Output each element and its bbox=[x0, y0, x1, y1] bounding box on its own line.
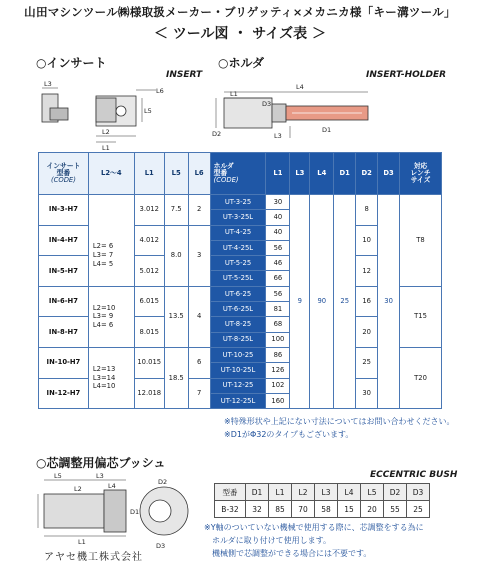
insert-l6: 6 bbox=[188, 347, 210, 378]
dim-bush-l2: L2 bbox=[74, 485, 82, 493]
insert-l1: 8.015 bbox=[134, 317, 164, 348]
insert-l5: 13.5 bbox=[164, 286, 188, 347]
bush-cell: 25 bbox=[407, 501, 430, 518]
bush-note-2: ホルダに取り付けて使用します。 bbox=[212, 536, 332, 545]
l24-values: L2= 6 L3= 7 L4= 5 bbox=[88, 225, 134, 286]
dim-holder-d2: D2 bbox=[212, 130, 222, 138]
d3-value: 30 bbox=[378, 195, 400, 409]
dim-holder-l4: L4 bbox=[296, 83, 304, 91]
d2-value: 30 bbox=[356, 378, 378, 409]
l3-value: 9 bbox=[290, 195, 310, 409]
col-l24: L2〜4 bbox=[88, 153, 134, 195]
page-header: 山田マシンツール㈱様取扱メーカー・ブリゲッティ×メカニカ様「キー溝ツール」 bbox=[24, 5, 456, 19]
wrench-value: T15 bbox=[400, 286, 442, 347]
d2-value: 12 bbox=[356, 256, 378, 287]
dim-l1: L1 bbox=[102, 144, 110, 152]
bush-cell: 20 bbox=[361, 501, 384, 518]
bush-note-1: ※Y軸のついていない機械で使用する際に、芯調整をする為に bbox=[204, 523, 424, 532]
bush-col-l5: L5 bbox=[361, 484, 384, 501]
bush-drawing bbox=[34, 470, 194, 556]
col-l3: L3 bbox=[290, 153, 310, 195]
col-l6: L6 bbox=[188, 153, 210, 195]
col-d1: D1 bbox=[334, 153, 356, 195]
bush-col-d2: D2 bbox=[384, 484, 407, 501]
dim-holder-d3: D3 bbox=[262, 100, 272, 108]
holder-l1: 68 bbox=[266, 317, 290, 332]
d2-value: 25 bbox=[356, 347, 378, 378]
holder-l1: 100 bbox=[266, 332, 290, 347]
bush-note-3: 機械側で芯調整ができる場合には不要です。 bbox=[212, 549, 372, 558]
l4-value: 90 bbox=[310, 195, 334, 409]
bush-section-title: ○芯調整用偏芯ブッシュ bbox=[36, 456, 166, 470]
holder-code: UT-12-25 bbox=[210, 378, 266, 393]
holder-code: UT-12-25L bbox=[210, 393, 266, 408]
dim-holder-l1: L1 bbox=[230, 90, 238, 98]
insert-l5: 7.5 bbox=[164, 195, 188, 226]
holder-l1: 126 bbox=[266, 363, 290, 378]
dim-l2: L2 bbox=[102, 128, 110, 136]
holder-section-title: ○ホルダ bbox=[218, 56, 264, 70]
holder-code: UT-4-25L bbox=[210, 240, 266, 255]
dim-bush-l3: L3 bbox=[96, 472, 104, 480]
insert-l6: 3 bbox=[188, 225, 210, 286]
holder-drawing bbox=[212, 80, 372, 142]
holder-l1: 86 bbox=[266, 347, 290, 362]
holder-code: UT-8-25 bbox=[210, 317, 266, 332]
note-d1: ※D1がΦ32のタイプもございます。 bbox=[224, 430, 354, 439]
insert-l5: 18.5 bbox=[164, 347, 188, 408]
holder-l1: 56 bbox=[266, 240, 290, 255]
holder-code: UT-10-25L bbox=[210, 363, 266, 378]
col-holder-l1: L1 bbox=[266, 153, 290, 195]
insert-code: IN-3-H7 bbox=[39, 195, 89, 226]
bush-data-row bbox=[215, 501, 430, 518]
l24-values: L2=13 L3=14 L4=10 bbox=[88, 347, 134, 408]
d2-value: 16 bbox=[356, 286, 378, 317]
insert-drawing bbox=[36, 80, 176, 152]
wrench-value: T8 bbox=[400, 195, 442, 287]
insert-l1: 5.012 bbox=[134, 256, 164, 287]
holder-l1: 102 bbox=[266, 378, 290, 393]
insert-code: IN-10-H7 bbox=[39, 347, 89, 378]
table-header-row bbox=[39, 153, 442, 195]
col-insert-code: インサート 型番 (CODE) bbox=[39, 153, 89, 195]
bush-cell: 15 bbox=[338, 501, 361, 518]
holder-l1: 81 bbox=[266, 302, 290, 317]
company-name: アヤセ機工株式会社 bbox=[44, 552, 143, 563]
holder-l1: 56 bbox=[266, 286, 290, 301]
col-l1: L1 bbox=[134, 153, 164, 195]
holder-l1: 40 bbox=[266, 210, 290, 225]
col-l5: L5 bbox=[164, 153, 188, 195]
holder-code: UT-3-25L bbox=[210, 210, 266, 225]
holder-collar bbox=[272, 104, 286, 122]
bush-cell: 70 bbox=[292, 501, 315, 518]
bush-cell: 55 bbox=[384, 501, 407, 518]
insert-code: IN-8-H7 bbox=[39, 317, 89, 348]
dim-bush-d2: D2 bbox=[158, 478, 168, 486]
d2-value: 8 bbox=[356, 195, 378, 226]
l24-values: L2=10 L3= 9 L4= 6 bbox=[88, 286, 134, 347]
size-table bbox=[38, 152, 442, 409]
bush-cell: B-32 bbox=[215, 501, 246, 518]
bush-body bbox=[44, 494, 104, 528]
insert-l1: 3.012 bbox=[134, 195, 164, 226]
dim-holder-d1: D1 bbox=[322, 126, 332, 134]
col-l4: L4 bbox=[310, 153, 334, 195]
bush-col-d1: D1 bbox=[246, 484, 269, 501]
dim-bush-l5: L5 bbox=[54, 472, 62, 480]
note-special: ※特殊形状や上記にない寸法についてはお問い合わせください。 bbox=[224, 417, 455, 426]
bush-col-l4: L4 bbox=[338, 484, 361, 501]
table-row bbox=[39, 195, 442, 210]
insert-l6: 7 bbox=[188, 378, 210, 409]
dim-bush-l1: L1 bbox=[78, 538, 86, 546]
bush-col-l3: L3 bbox=[315, 484, 338, 501]
insert-l6: 2 bbox=[188, 195, 210, 226]
insert-l1: 6.015 bbox=[134, 286, 164, 317]
d2-value: 20 bbox=[356, 317, 378, 348]
page-subtitle: ＜ ツール図 ・ サイズ表 ＞ bbox=[153, 26, 327, 42]
insert-l1: 4.012 bbox=[134, 225, 164, 256]
insert-code: IN-6-H7 bbox=[39, 286, 89, 317]
insert-l6: 4 bbox=[188, 286, 210, 347]
holder-code: UT-10-25 bbox=[210, 347, 266, 362]
insert-code: IN-4-H7 bbox=[39, 225, 89, 256]
insert-l1: 12.018 bbox=[134, 378, 164, 409]
d1-value: 25 bbox=[334, 195, 356, 409]
holder-l1: 66 bbox=[266, 271, 290, 286]
col-wrench: 対応 レンチ サイズ bbox=[400, 153, 442, 195]
bush-label: ECCENTRIC BUSH bbox=[370, 470, 458, 480]
bush-col-l1: L1 bbox=[269, 484, 292, 501]
dim-l3: L3 bbox=[44, 80, 52, 88]
dim-bush-l4: L4 bbox=[108, 482, 116, 490]
bush-col-code: 型番 bbox=[215, 484, 246, 501]
holder-label: INSERT-HOLDER bbox=[366, 70, 447, 80]
insert-l5: 8.0 bbox=[164, 225, 188, 286]
holder-l1: 160 bbox=[266, 393, 290, 408]
col-d3: D3 bbox=[378, 153, 400, 195]
col-d2: D2 bbox=[356, 153, 378, 195]
insert-code: IN-5-H7 bbox=[39, 256, 89, 287]
holder-code: UT-3-25 bbox=[210, 195, 266, 210]
holder-code: UT-6-25 bbox=[210, 286, 266, 301]
holder-code: UT-5-25L bbox=[210, 271, 266, 286]
insert-code: IN-12-H7 bbox=[39, 378, 89, 409]
holder-l1: 40 bbox=[266, 225, 290, 240]
holder-l1: 30 bbox=[266, 195, 290, 210]
bush-cell: 32 bbox=[246, 501, 269, 518]
bush-flange bbox=[104, 490, 126, 532]
insert-l1: 10.015 bbox=[134, 347, 164, 378]
insert-label: INSERT bbox=[166, 70, 203, 80]
dim-holder-l3: L3 bbox=[274, 132, 282, 140]
bush-header-row bbox=[215, 484, 430, 501]
holder-code: UT-5-25 bbox=[210, 256, 266, 271]
bush-col-d3: D3 bbox=[407, 484, 430, 501]
col-holder-code: ホルダ 型番 (CODE) bbox=[210, 153, 266, 195]
holder-code: UT-4-25 bbox=[210, 225, 266, 240]
holder-code: UT-8-25L bbox=[210, 332, 266, 347]
d2-value: 10 bbox=[356, 225, 378, 256]
insert-section-title: ○インサート bbox=[36, 56, 107, 70]
dim-bush-d1: D1 bbox=[130, 508, 140, 516]
holder-code: UT-6-25L bbox=[210, 302, 266, 317]
bush-table bbox=[214, 483, 430, 518]
holder-l1: 46 bbox=[266, 256, 290, 271]
bush-cell: 85 bbox=[269, 501, 292, 518]
dim-bush-d3: D3 bbox=[156, 542, 166, 550]
bush-col-l2: L2 bbox=[292, 484, 315, 501]
bush-cell: 58 bbox=[315, 501, 338, 518]
dim-l5: L5 bbox=[144, 107, 152, 115]
wrench-value: T20 bbox=[400, 347, 442, 408]
dim-l6: L6 bbox=[156, 87, 164, 95]
